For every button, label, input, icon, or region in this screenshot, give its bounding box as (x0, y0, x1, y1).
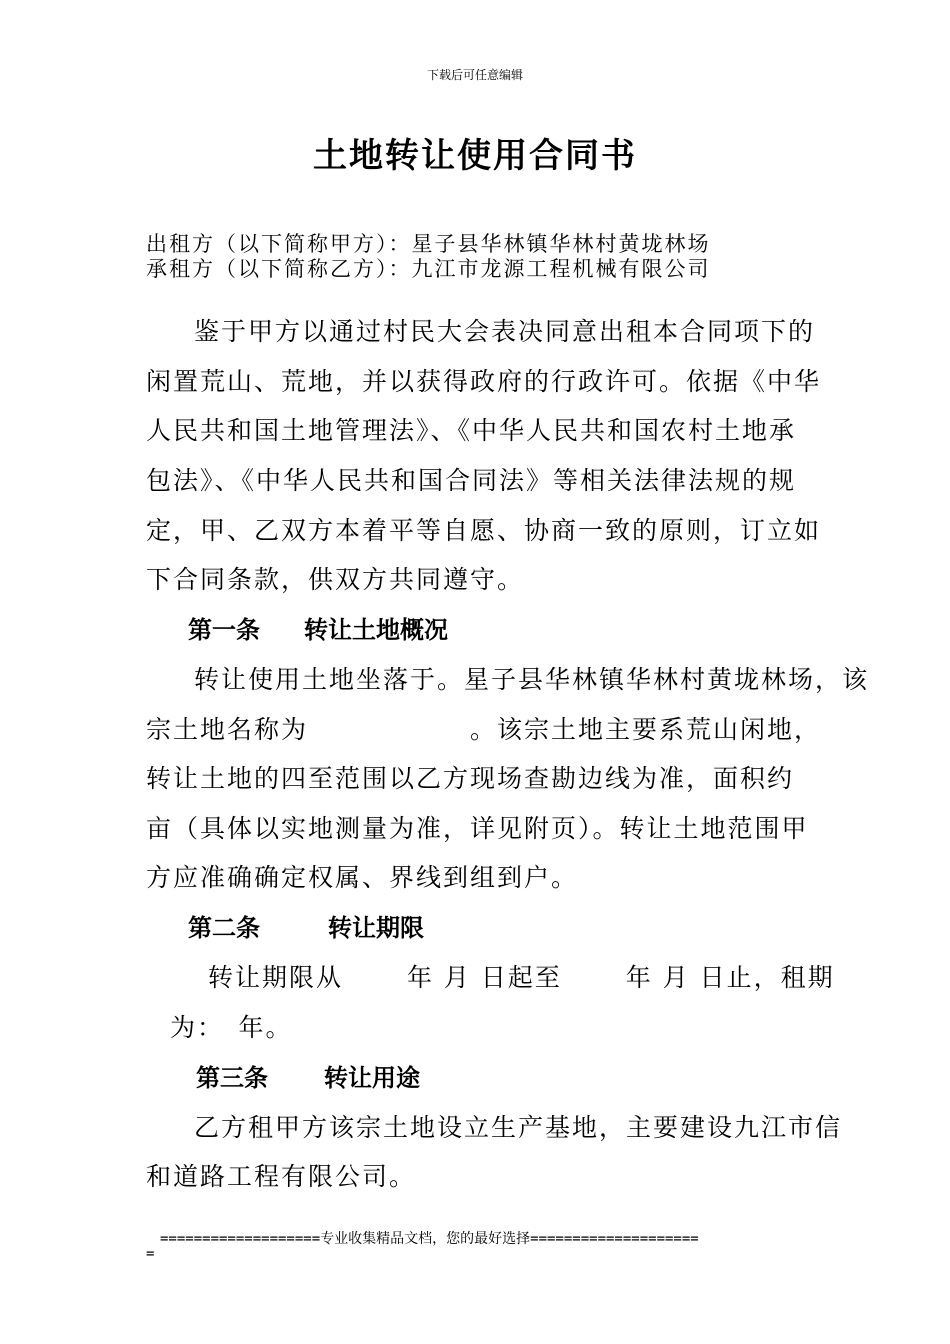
article-1-line: 宗土地名称为 。该宗土地主要系荒山闲地， (146, 715, 822, 744)
document-title: 土地转让使用合同书 (313, 136, 637, 176)
article-1-heading: 转让土地概况 (304, 616, 448, 644)
preamble-line: 下合同条款，供双方共同遵守。 (146, 565, 525, 594)
preamble-line: 人民共和国土地管理法》、《中华人民共和国农村土地承 (146, 416, 797, 445)
article-1-line: 方应准确确定权属、界线到组到户。 (146, 863, 579, 892)
article-2-line: 转让期限从 年 月 日起至 年 月 日止，租期 (208, 963, 835, 992)
footer-banner-tail: = (146, 1246, 155, 1262)
article-3-heading: 转让用途 (324, 1064, 420, 1092)
preamble-line: 包法》、《中华人民共和国合同法》等相关法律法规的规 (146, 466, 797, 495)
footer-banner: ===================专业收集精品文档，您的最好选择==================== (160, 1231, 699, 1247)
lessee-line: 承租方（以下简称乙方）：九江市龙源工程机械有限公司 (146, 257, 711, 281)
header-note: 下载后可任意编辑 (426, 68, 523, 82)
article-2-number: 第二条 (188, 914, 260, 942)
article-1-number: 第一条 (188, 616, 260, 644)
article-3-line: 和道路工程有限公司。 (146, 1162, 417, 1191)
lessor-line: 出租方（以下简称甲方）：星子县华林镇华林村黄垅林场 (146, 232, 711, 256)
article-2-line: 为： 年。 (170, 1013, 293, 1042)
article-2-heading: 转让期限 (328, 914, 424, 942)
preamble-line: 闲置荒山、荒地，并以获得政府的行政许可。依据《中华 (146, 367, 822, 396)
article-1-line: 转让使用土地坐落于。星子县华林镇华林村黄垅林场，该 (194, 665, 870, 694)
article-3-number: 第三条 (196, 1064, 268, 1092)
preamble-line: 定，甲、乙双方本着平等自愿、协商一致的原则，订立如 (146, 516, 822, 545)
article-1-line: 转让土地的四至范围以乙方现场查勘边线为准，面积约 (146, 764, 795, 793)
preamble-line: 鉴于甲方以通过村民大会表决同意出租本合同项下的 (194, 317, 816, 346)
article-3-line: 乙方租甲方该宗土地设立生产基地，主要建设九江市信 (194, 1113, 843, 1142)
article-1-line: 亩（具体以实地测量为准，详见附页）。转让土地范围甲 (146, 814, 809, 843)
